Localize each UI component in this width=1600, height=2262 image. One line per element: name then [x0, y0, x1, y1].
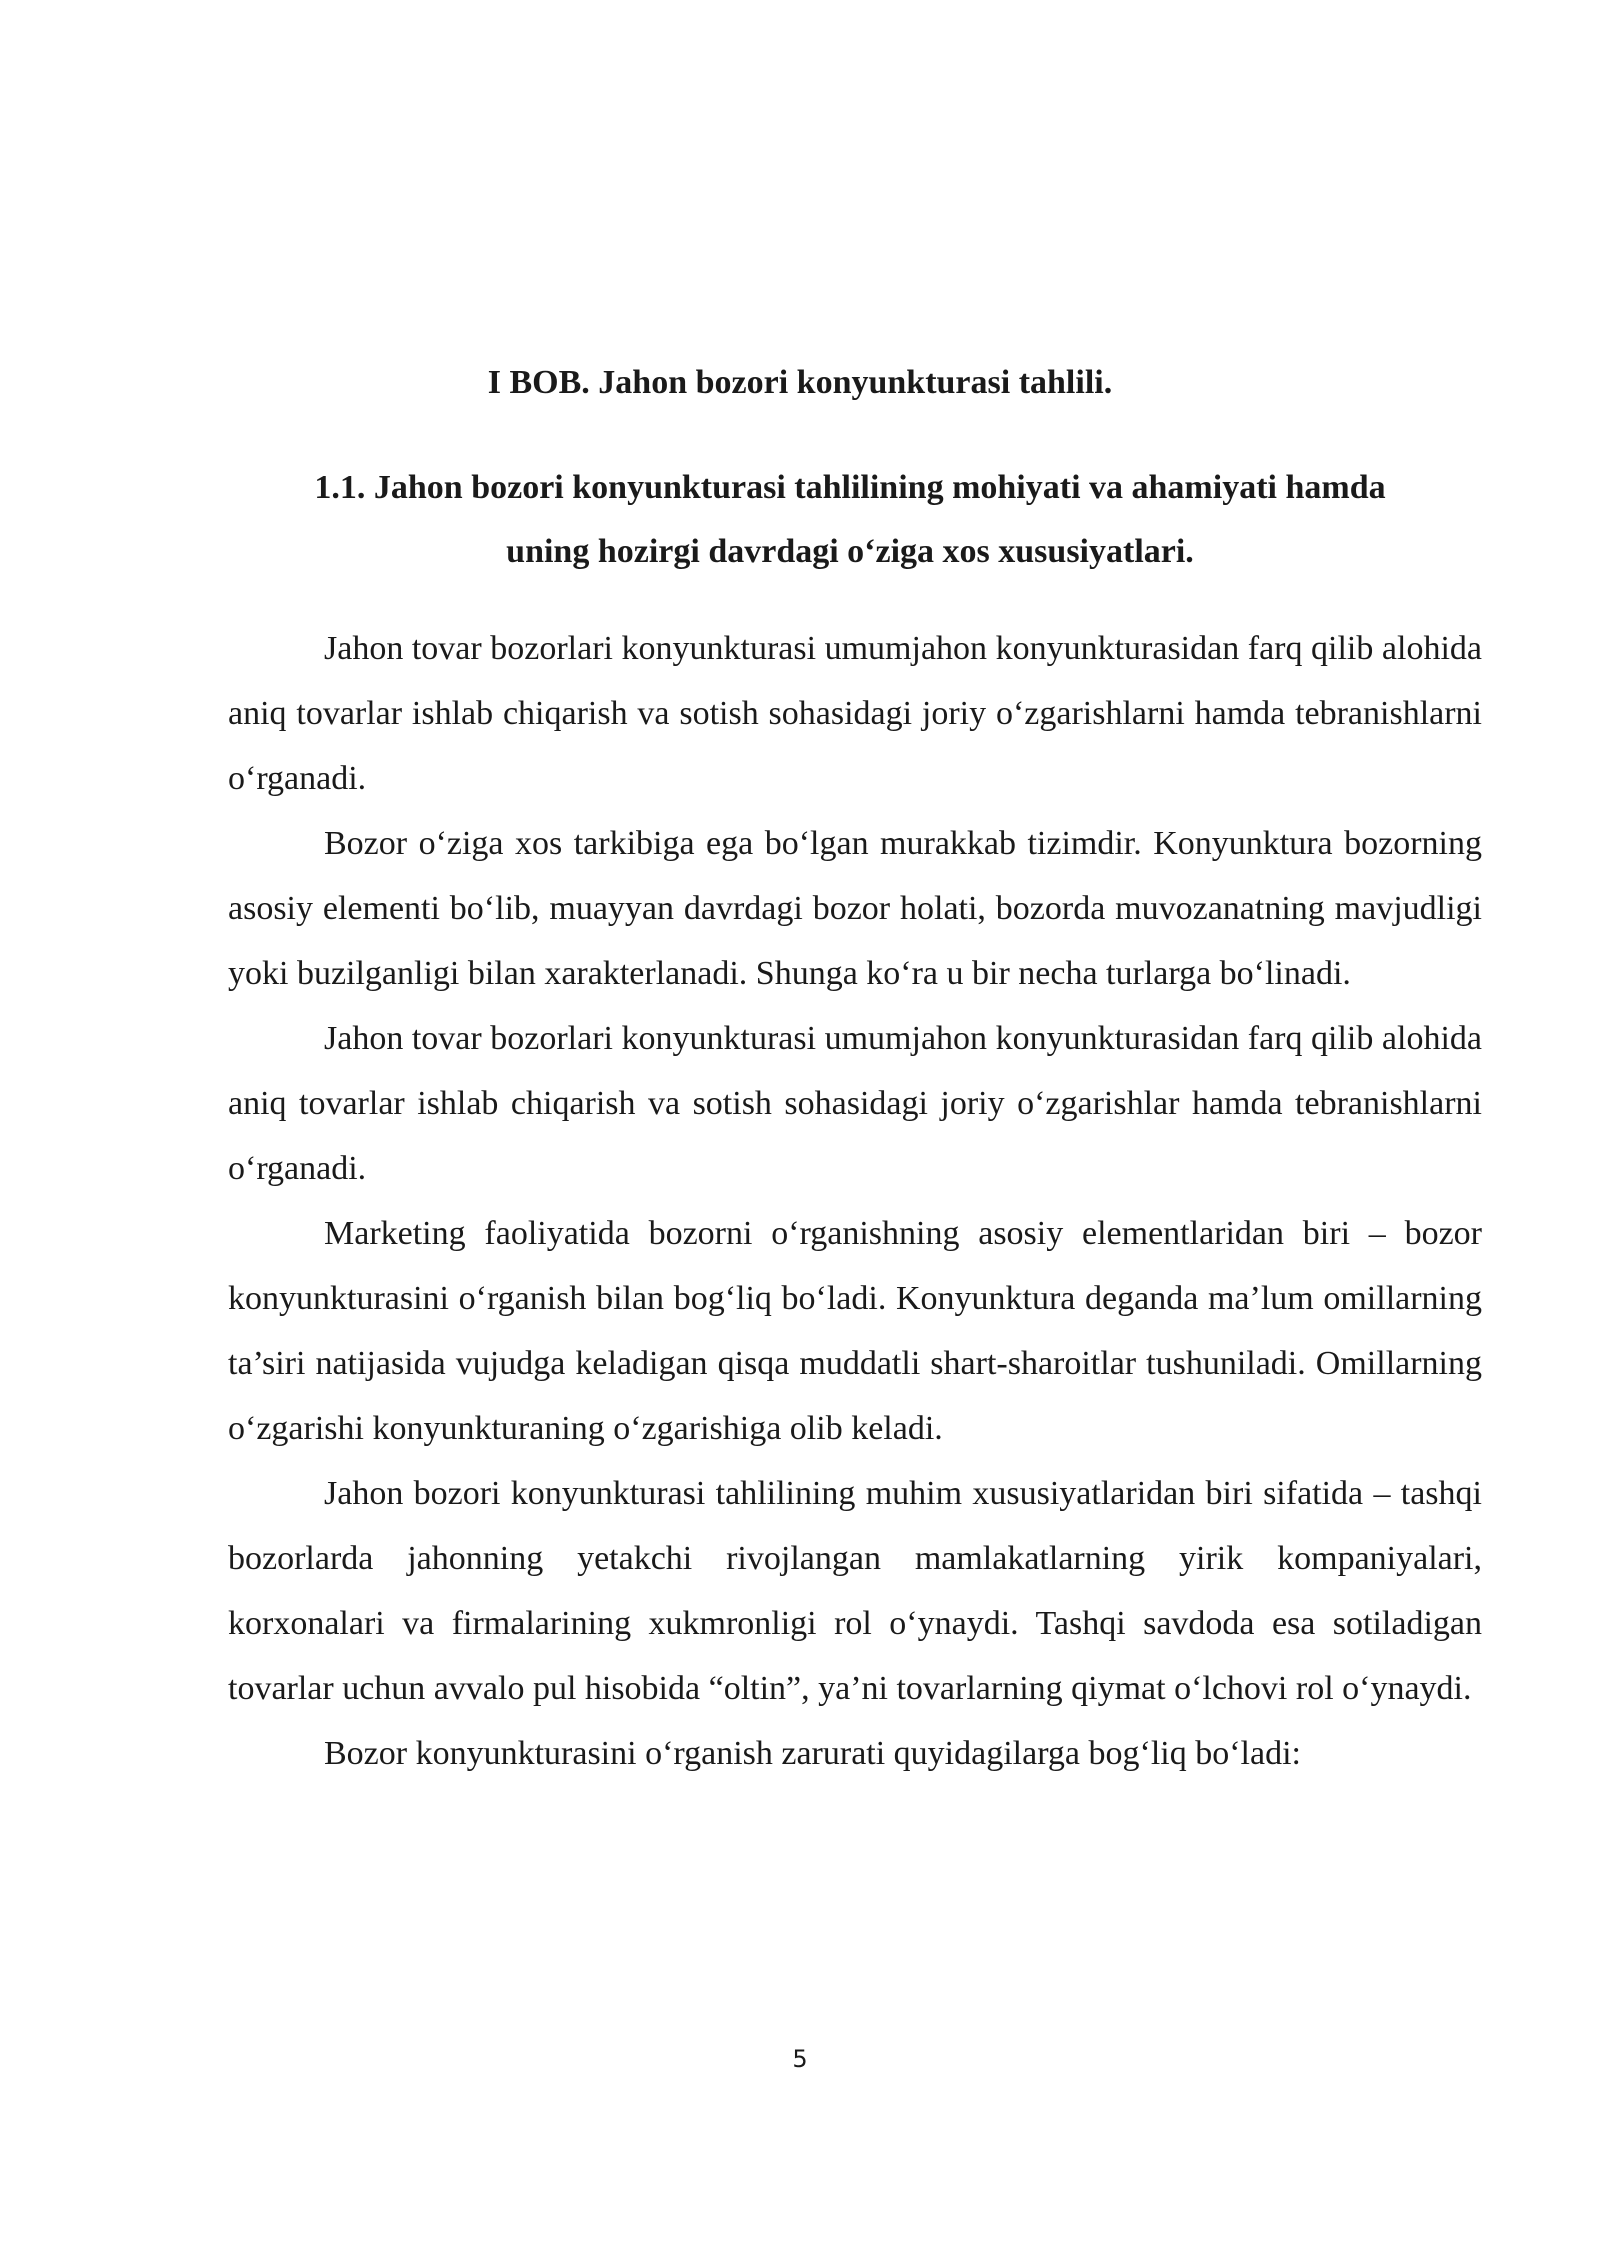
section-title-line-2: uning hozirgi davrdagi o‘ziga xos xususiyatlari.	[506, 533, 1194, 570]
page-number: 5	[792, 2045, 808, 2073]
paragraph: Marketing faoliyatida bozorni o‘rganishning asosiy elementlaridan biri – bozor konyunkturasini o‘rganish bilan bog‘liq bo‘ladi. Konyunktura deganda ma’lum omillarning ta’siri natijasida vujudga keladigan qisqa muddatli shart-sharoitlar tushuniladi. Omillarning o‘zgarishi konyunkturaning o‘zgarishiga olib keladi.	[228, 1215, 1482, 1447]
paragraph: Jahon bozori konyunkturasi tahlilining muhim xususiyatlaridan biri sifatida – tashqi bozorlarda jahonning yetakchi rivojlangan mamlakatlarning yirik kompaniyalari, korxonalari va firmalarining xukmronligi rol o‘ynaydi. Tashqi savdoda esa sotiladigan tovarlar uchun avvalo pul hisobida “oltin”, ya’ni tovarlarning qiymat o‘lchovi rol o‘ynaydi.	[228, 1475, 1482, 1707]
body-text	[228, 616, 1482, 1786]
section-title-line-1: 1.1. Jahon bozori konyunkturasi tahlilining mohiyati va ahamiyati hamda	[314, 469, 1386, 506]
chapter-title: I BOB. Jahon bozori konyunkturasi tahlili.	[487, 364, 1113, 401]
section-title	[260, 456, 1440, 584]
paragraph: Bozor o‘ziga xos tarkibiga ega bo‘lgan murakkab tizimdir. Konyunktura bozorning asosiy elementi bo‘lib, muayyan davrdagi bozor holati, bozorda muvozanatning mavjudligi yoki buzilganligi bilan xarakterlanadi. Shunga ko‘ra u bir necha turlarga bo‘linadi.	[228, 825, 1482, 992]
paragraph: Bozor konyunkturasini o‘rganish zarurati quyidagilarga bog‘liq bo‘ladi:	[324, 1735, 1301, 1772]
paragraph: Jahon tovar bozorlari konyunkturasi umumjahon konyunkturasidan farq qilib alohida aniq tovarlar ishlab chiqarish va sotish sohasidagi joriy o‘zgarishlarni hamda tebranishlarni o‘rganadi.	[228, 630, 1482, 797]
paragraph: Jahon tovar bozorlari konyunkturasi umumjahon konyunkturasidan farq qilib alohida aniq tovarlar ishlab chiqarish va sotish sohasidagi joriy o‘zgarishlar hamda tebranishlarni o‘rganadi.	[228, 1020, 1482, 1187]
